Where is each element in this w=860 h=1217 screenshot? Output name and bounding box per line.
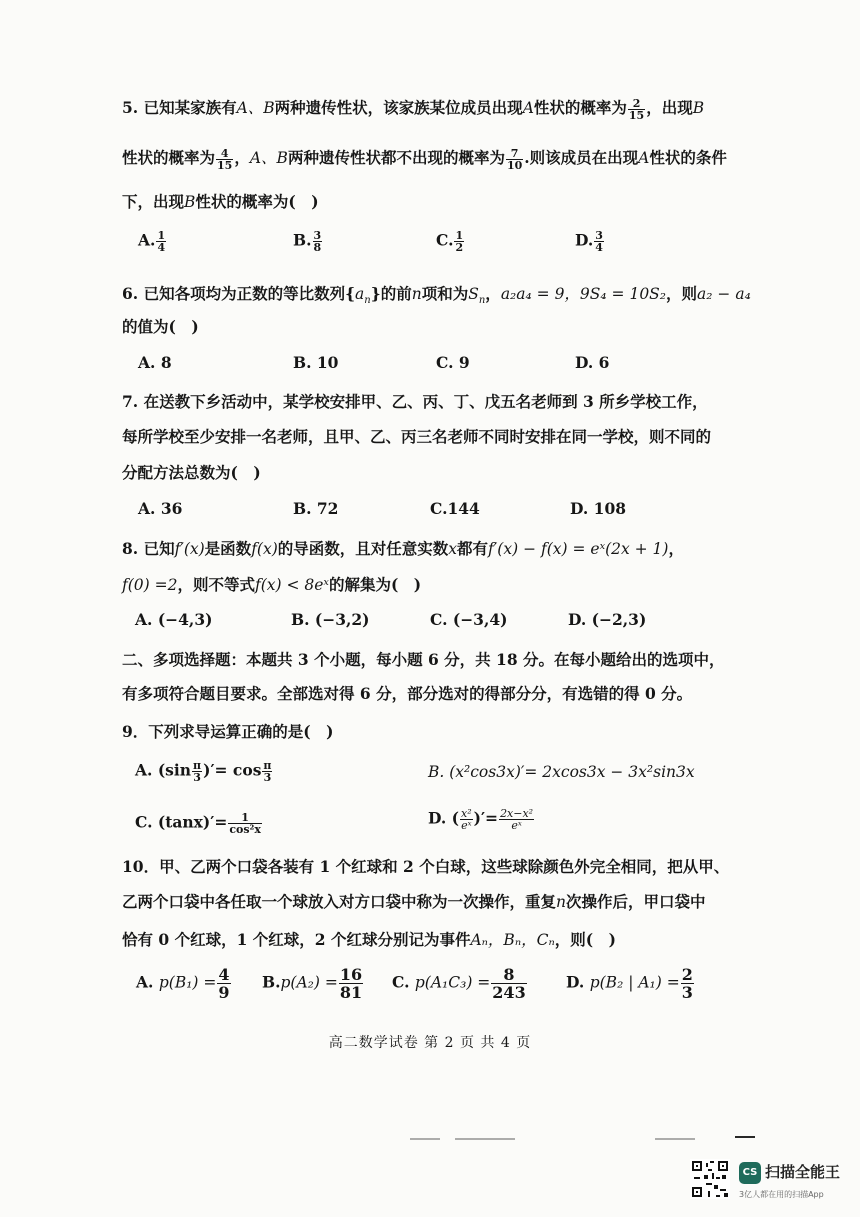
q8-option-b: B. (−3,2) [291, 610, 370, 629]
q7-option-d: D. 108 [570, 499, 627, 518]
q5-line-2: 性状的概率为 $\frac{4}{15}$ ，A、B两种遗传性状都不出现的概率为 $\frac{7}{10}$ .则该成员在出现A性状的条件 [122, 146, 727, 172]
q7-line-3: 分配方法总数为( ) [122, 463, 261, 482]
scan-smudge [735, 1136, 755, 1138]
scan-smudge [410, 1138, 440, 1140]
section-2-heading-line-2: 有多项符合题目要求。全部选对得 6 分，部分选对的得部分分，有选错的得 0 分。 [122, 684, 693, 703]
q8-option-d: D. (−2,3) [568, 610, 647, 629]
q9-option-c: C. (tanx)′= $\frac{1}{\text{cos²x}}$ [135, 811, 261, 836]
q8-line-2: f(0) =2，则不等式f(x) < 8eˣ的解集为( ) [122, 575, 422, 594]
q9-option-b: B. (x²cos3x)′= 2xcos3x − 3x²sin3x [428, 763, 695, 781]
q8-option-c: C. (−3,4) [430, 610, 508, 629]
q6-line-1: 6. 已知各项均为正数的等比数列$\{a_n\}$的前n项和为$S_n$，a₂a₄ = 9，9S₄ = 10S₂，则a₂ − a₄ [122, 284, 751, 307]
q10-line-2: 乙两个口袋中各任取一个球放入对方口袋中称为一次操作，重复n次操作后，甲口袋中 [122, 892, 706, 911]
q5-option-d: D. $\frac{3}{4}$ [575, 229, 603, 254]
q10-option-a: A. p(B₁) = $\frac{4}{9}$ [136, 965, 230, 1002]
q7-option-a: A. 36 [138, 499, 183, 518]
q8-line-1: 8. 已知f′(x)是函数f(x)的导函数，且对任意实数x都有f′(x) − f(x) = eˣ(2x + 1)， [122, 539, 684, 558]
q5-line-3: 下，出现B性状的概率为( ) [122, 192, 319, 211]
q6-option-b: B. 10 [293, 353, 339, 372]
q10-line-1: 10．甲、乙两个口袋各装有 1 个红球和 2 个白球，这些球除颜色外完全相同，把从甲、 [122, 857, 730, 876]
q9-stem: 9．下列求导运算正确的是( ) [122, 722, 334, 741]
scan-smudge [655, 1138, 695, 1140]
camscanner-name: 扫描全能王 [765, 1163, 841, 1181]
q5-option-b: B. $\frac{3}{8}$ [293, 229, 322, 254]
q5-option-a: A. $\frac{1}{4}$ [138, 229, 166, 254]
q8-option-a: A. (−4,3) [135, 610, 213, 629]
q9-option-d: D. ( $\frac{\text{x²}}{\text{eˣ}}$ )′= $\frac{\text{2x−x²}}{\text{eˣ}}$ [428, 807, 534, 832]
q10-option-d: D. p(B₂ | A₁) = $\frac{2}{3}$ [566, 965, 693, 1002]
section-2-heading-line-1: 二、多项选择题：本题共 3 个小题，每小题 6 分，共 18 分。在每小题给出的选项中， [122, 650, 725, 669]
qr-code-icon [690, 1159, 730, 1199]
q10-line-3: 恰有 0 个红球，1 个红球，2 个红球分别记为事件Aₙ，Bₙ，Cₙ，则( ) [122, 930, 616, 949]
camscanner-tagline: 3亿人都在用的扫描App [739, 1190, 824, 1199]
q6-option-d: D. 6 [575, 353, 610, 372]
q5-line-1: 5. 已知某家族有A、B两种遗传性状，该家族某位成员出现A性状的概率为 $\frac{2}{15}$ ，出现B [122, 96, 705, 122]
q10-option-c: C. p(A₁C₃) = $\frac{8}{243}$ [392, 965, 526, 1002]
q5-option-c: C. $\frac{1}{2}$ [436, 229, 464, 254]
camscanner-logo: CS [739, 1162, 761, 1184]
q7-line-2: 每所学校至少安排一名老师，且甲、乙、丙三名老师不同时安排在同一学校，则不同的 [122, 427, 712, 446]
page-footer: 高二数学试卷 第 2 页 共 4 页 [328, 1035, 532, 1051]
scan-smudge [455, 1138, 515, 1140]
q7-line-1: 7. 在送教下乡活动中，某学校安排甲、乙、丙、丁、戊五名老师到 3 所乡学校工作， [122, 392, 708, 411]
q7-option-c: C.144 [430, 499, 480, 518]
q7-option-b: B. 72 [293, 499, 339, 518]
q6-option-c: C. 9 [436, 353, 470, 372]
q6-line-2: 的值为( ) [122, 317, 199, 336]
q9-option-a: A. (sin $\frac{\pi}{3}$ )′= cos $\frac{\pi}{3}$ [135, 759, 272, 784]
q6-option-a: A. 8 [138, 353, 172, 372]
q10-option-b: B.p(A₂) = $\frac{16}{81}$ [262, 965, 363, 1002]
